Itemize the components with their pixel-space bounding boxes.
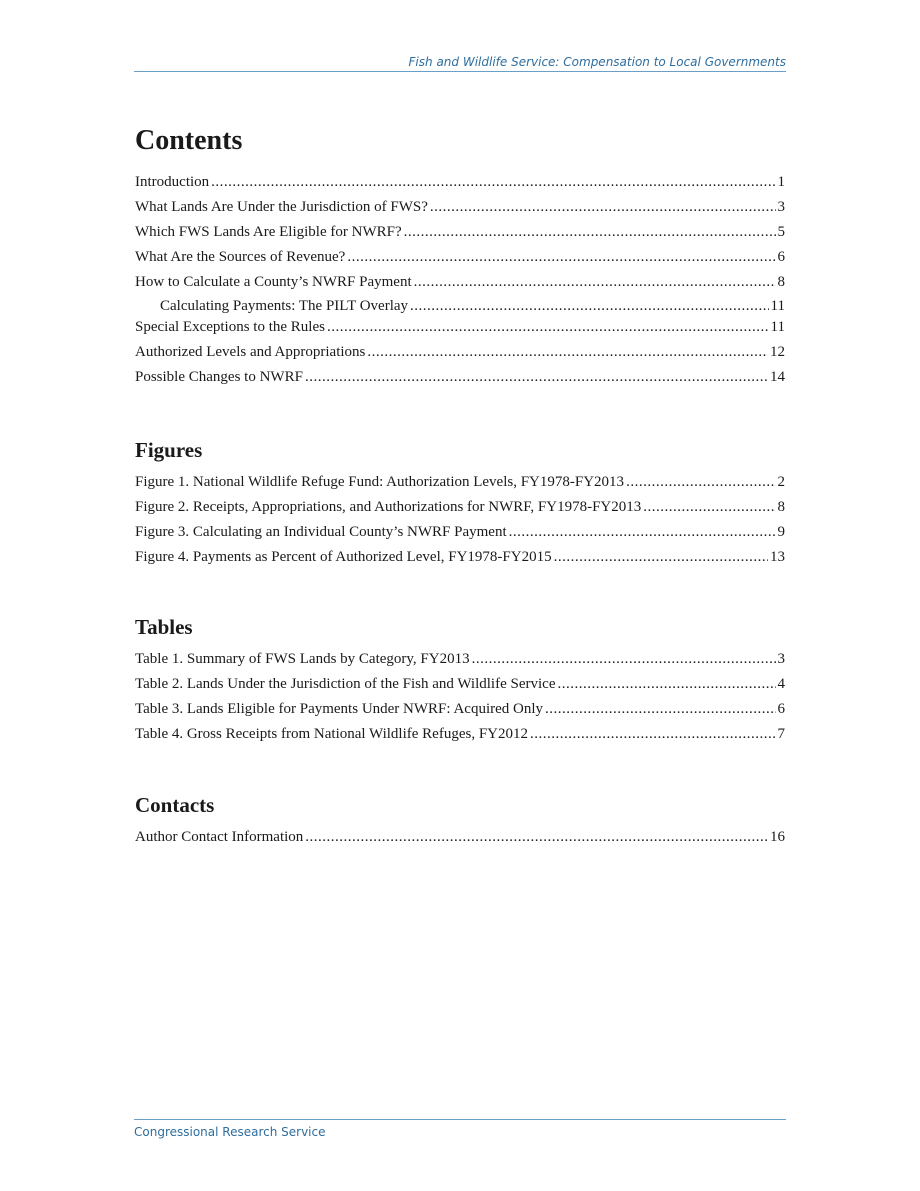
dot-leader <box>643 499 775 516</box>
running-title: Fish and Wildlife Service: Compensation to Local Governments <box>408 55 786 69</box>
contents-title: Contents <box>135 125 243 156</box>
toc-page-number: 12 <box>770 344 785 361</box>
tables-list <box>135 651 785 751</box>
toc-page-number: 4 <box>777 675 785 692</box>
dot-leader <box>367 344 768 361</box>
toc-entry-table-1[interactable] <box>135 651 785 676</box>
toc-page-number: 6 <box>777 248 785 265</box>
toc-entry-label: Figure 1. National Wildlife Refuge Fund: Authorization Levels, FY1978-FY2013 <box>135 474 625 490</box>
contacts-list <box>135 829 785 854</box>
toc-entry-label: Introduction <box>135 174 210 190</box>
contents-list <box>135 174 785 394</box>
toc-entry-pilt-overlay[interactable] <box>135 298 785 319</box>
toc-entry-label: Special Exceptions to the Rules <box>135 319 325 336</box>
dot-leader <box>410 298 769 315</box>
dot-leader <box>305 369 768 386</box>
toc-entry-label: Table 2. Lands Under the Jurisdiction of the Fish and Wildlife Service <box>135 675 556 692</box>
toc-entry-label: Table 4. Gross Receipts from National Wildlife Refuges, FY2012 <box>135 725 528 742</box>
toc-entry-label: What Are the Sources of Revenue? <box>135 248 346 265</box>
toc-page-number: 1 <box>777 174 785 190</box>
dot-leader <box>545 701 775 718</box>
dot-leader <box>554 549 768 566</box>
figures-list <box>135 474 785 574</box>
page-header <box>134 55 786 72</box>
toc-entry-figure-3[interactable] <box>135 524 785 549</box>
toc-entry-label: Figure 4. Payments as Percent of Authorized Level, FY1978-FY2015 <box>135 548 552 565</box>
tables-heading: Tables <box>135 615 193 639</box>
toc-entry-figure-2[interactable] <box>135 499 785 524</box>
toc-page-number: 11 <box>770 319 785 336</box>
toc-entry-label: Table 1. Summary of FWS Lands by Category, FY2013 <box>135 651 470 667</box>
footer-publisher: Congressional Research Service <box>134 1125 326 1139</box>
dot-leader <box>404 224 776 241</box>
toc-entry-label: Table 3. Lands Eligible for Payments Under NWRF: Acquired Only <box>135 700 544 717</box>
toc-entry-table-4[interactable] <box>135 726 785 751</box>
toc-entry-author-contact[interactable] <box>135 829 785 854</box>
toc-entry-label: Author Contact Information <box>135 829 304 845</box>
toc-page-number: 3 <box>777 198 785 215</box>
dot-leader <box>472 651 776 668</box>
toc-entry-figure-4[interactable] <box>135 549 785 574</box>
toc-entry-lands-jurisdiction[interactable] <box>135 199 785 224</box>
page-footer <box>134 1119 786 1141</box>
dot-leader <box>509 524 776 541</box>
toc-entry-label: What Lands Are Under the Jurisdiction of FWS? <box>135 198 428 215</box>
toc-entry-label: Which FWS Lands Are Eligible for NWRF? <box>135 223 402 240</box>
dot-leader <box>327 319 769 336</box>
figures-heading: Figures <box>135 438 203 462</box>
dot-leader <box>414 274 776 291</box>
toc-entry-label: Authorized Levels and Appropriations <box>135 344 366 361</box>
toc-page-number: 11 <box>770 298 785 315</box>
toc-entry-label: Figure 2. Receipts, Appropriations, and Authorizations for NWRF, FY1978-FY2013 <box>135 498 642 515</box>
toc-entry-label: How to Calculate a County’s NWRF Payment <box>135 273 412 290</box>
toc-entry-eligible-lands[interactable] <box>135 224 785 249</box>
toc-page-number: 2 <box>777 474 785 490</box>
toc-entry-table-2[interactable] <box>135 676 785 701</box>
toc-entry-label: Calculating Payments: The PILT Overlay <box>160 298 409 315</box>
toc-entry-label: Possible Changes to NWRF <box>135 369 303 386</box>
toc-entry-figure-1[interactable] <box>135 474 785 499</box>
toc-page-number: 9 <box>777 523 785 540</box>
toc-page-number: 16 <box>770 829 785 845</box>
toc-page-number: 3 <box>777 651 785 667</box>
toc-entry-calculate-payment[interactable] <box>135 274 785 299</box>
dot-leader <box>430 199 776 216</box>
dot-leader <box>530 726 776 743</box>
toc-page-number: 6 <box>777 700 785 717</box>
toc-page-number: 8 <box>777 498 785 515</box>
toc-entry-authorized-levels[interactable] <box>135 344 785 369</box>
dot-leader <box>557 676 775 693</box>
toc-entry-table-3[interactable] <box>135 701 785 726</box>
toc-page-number: 5 <box>777 223 785 240</box>
toc-page-number: 8 <box>777 273 785 290</box>
dot-leader <box>626 474 775 491</box>
toc-page-number: 7 <box>777 725 785 742</box>
toc-page-number: 14 <box>770 369 785 386</box>
dot-leader <box>347 249 775 266</box>
toc-entry-sources-of-revenue[interactable] <box>135 249 785 274</box>
contacts-heading: Contacts <box>135 793 215 817</box>
toc-entry-label: Figure 3. Calculating an Individual County’s NWRF Payment <box>135 523 507 540</box>
dot-leader <box>211 174 775 191</box>
toc-entry-possible-changes[interactable] <box>135 369 785 394</box>
toc-entry-introduction[interactable] <box>135 174 785 199</box>
dot-leader <box>305 829 768 846</box>
toc-page-number: 13 <box>770 548 785 565</box>
toc-entry-special-exceptions[interactable] <box>135 319 785 344</box>
